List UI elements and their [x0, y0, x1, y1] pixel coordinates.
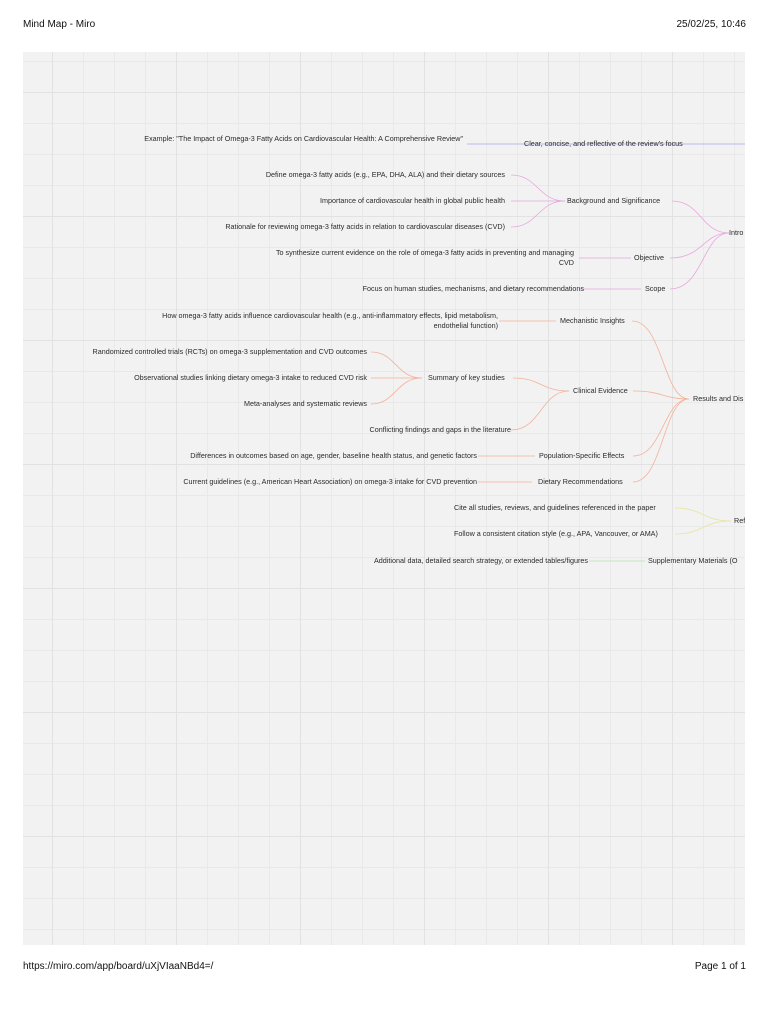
- synthesize-node[interactable]: To synthesize current evidence on the role of omega-3 fatty acids in preventing and managing CVD: [275, 248, 574, 267]
- connectors-intro: [511, 175, 729, 289]
- observational-node[interactable]: Observational studies linking dietary omega-3 intake to reduced CVD risk: [134, 373, 367, 382]
- print-datetime: 25/02/25, 10:46: [676, 19, 746, 30]
- connector-lines: [23, 52, 745, 945]
- title-criteria-node[interactable]: Clear, concise, and reflective of the review's focus: [524, 139, 683, 148]
- introduction-node[interactable]: Intro: [729, 228, 744, 237]
- references-node[interactable]: Ref: [734, 516, 745, 525]
- mechanistic-insights-node[interactable]: Mechanistic Insights: [560, 316, 625, 325]
- cite-studies-node[interactable]: Cite all studies, reviews, and guidelines referenced in the paper: [454, 503, 656, 512]
- document-title: Mind Map - Miro: [23, 19, 96, 30]
- citation-style-node[interactable]: Follow a consistent citation style (e.g., APA, Vancouver, or AMA): [454, 529, 658, 538]
- current-guidelines-node[interactable]: Current guidelines (e.g., American Heart Association) on omega-3 intake for CVD prevention: [183, 477, 477, 486]
- objective-node[interactable]: Objective: [634, 253, 664, 262]
- results-discussion-node[interactable]: Results and Dis: [693, 394, 744, 403]
- clinical-evidence-node[interactable]: Clinical Evidence: [573, 386, 628, 395]
- connectors-references: [675, 508, 731, 534]
- importance-node[interactable]: Importance of cardiovascular health in global public health: [320, 196, 505, 205]
- print-footer: [23, 961, 746, 975]
- dietary-recommendations-node[interactable]: Dietary Recommendations: [538, 477, 623, 486]
- focus-node[interactable]: Focus on human studies, mechanisms, and dietary recommendations: [362, 284, 584, 293]
- how-omega3-node[interactable]: How omega-3 fatty acids influence cardiovascular health (e.g., anti-inflammatory effects, lipid metabolism, endothelial function): [162, 311, 498, 330]
- define-omega3-node[interactable]: Define omega-3 fatty acids (e.g., EPA, DHA, ALA) and their dietary sources: [265, 170, 505, 179]
- differences-node[interactable]: Differences in outcomes based on age, gender, baseline health status, and genetic factors: [190, 451, 477, 460]
- example-title-node[interactable]: Example: "The Impact of Omega-3 Fatty Acids on Cardiovascular Health: A Comprehensive Review": [144, 134, 463, 143]
- print-header: [23, 19, 746, 33]
- rct-node[interactable]: Randomized controlled trials (RCTs) on omega-3 supplementation and CVD outcomes: [92, 347, 367, 356]
- meta-analyses-node[interactable]: Meta-analyses and systematic reviews: [243, 399, 367, 408]
- population-effects-node[interactable]: Population-Specific Effects: [539, 451, 625, 460]
- additional-data-node[interactable]: Additional data, detailed search strategy, or extended tables/figures: [373, 556, 588, 565]
- page-number: Page 1 of 1: [694, 961, 746, 972]
- supplementary-materials-node[interactable]: Supplementary Materials (O: [648, 556, 738, 565]
- scope-node[interactable]: Scope: [645, 284, 666, 293]
- background-significance-node[interactable]: Background and Significance: [567, 196, 661, 205]
- mind-map-board[interactable]: [23, 52, 745, 945]
- summary-key-studies-node[interactable]: Summary of key studies: [428, 373, 505, 382]
- conflicting-findings-node[interactable]: Conflicting findings and gaps in the literature: [369, 425, 511, 434]
- board-url[interactable]: https://miro.com/app/board/uXjVIaaNBd4=/: [23, 961, 214, 972]
- rationale-node[interactable]: Rationale for reviewing omega-3 fatty acids in relation to cardiovascular diseases (CVD): [225, 222, 505, 231]
